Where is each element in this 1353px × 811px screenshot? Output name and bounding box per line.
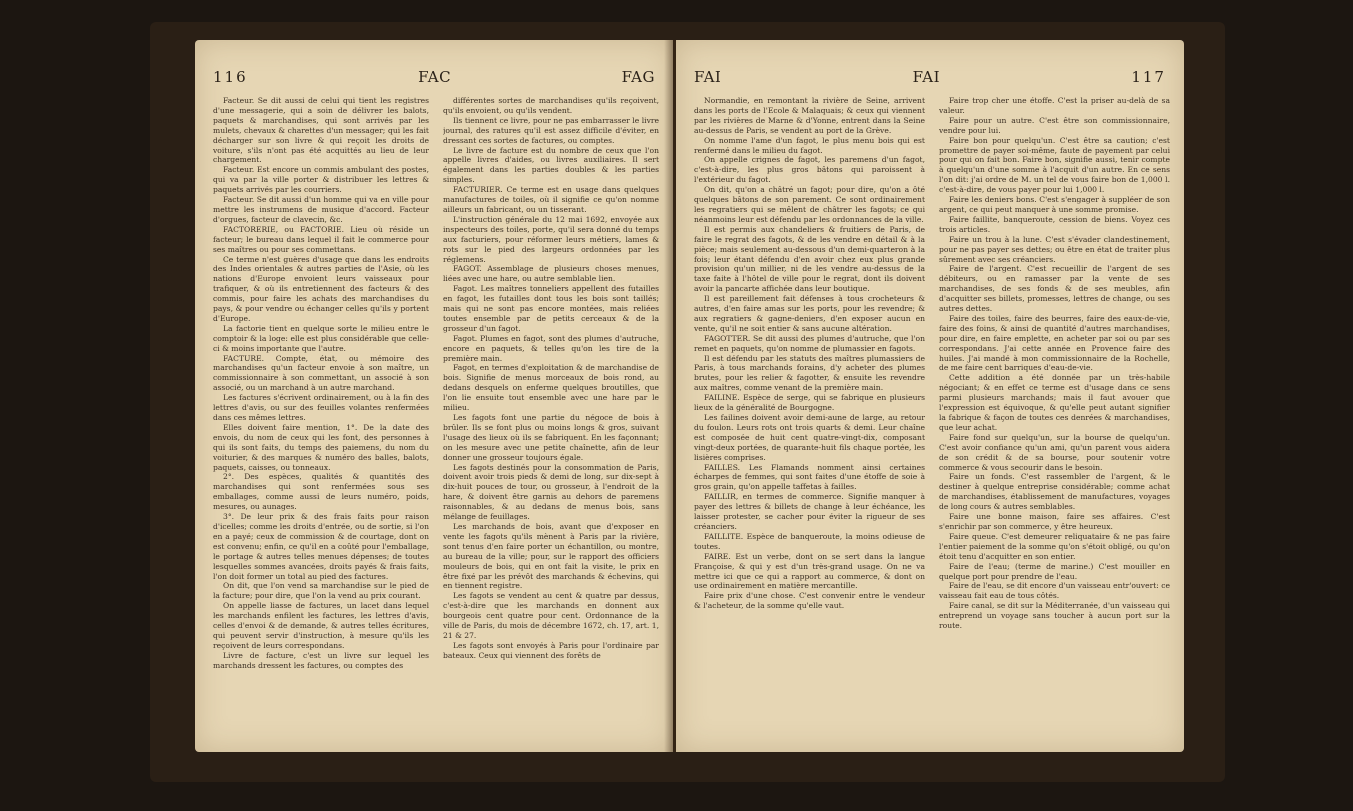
paragraph: Fagot. Les maîtres tonneliers appellent des futailles en fagot, les futailles dont tous les bois sont taillés; mais qui ne sont pas encore montées, mais reliées toutes ensemble par de petits cerceaux & de la grosseur d'un fagot. bbox=[443, 284, 659, 333]
paragraph: Il est pareillement fait défenses à tous crocheteurs & autres, d'en faire amas sur les ports, pour les revendre; & aux regratiers & gagne-deniers, d'en exposer aucun en vente, qu'il ne soit entier & sans aucune altération. bbox=[694, 294, 925, 333]
paragraph: On appelle crignes de fagot, les paremens d'un fagot, c'est-à-dire, les plus gros bâtons qui paroissent à l'extérieur du fagot. bbox=[694, 155, 925, 185]
paragraph: FACTURE. Compte, état, ou mémoire des marchandises qu'un facteur envoie à son maître, un commissionnaire à son commettant, un associé à son associé, ou un marchand à un autre marchand. bbox=[213, 353, 429, 393]
paragraph: FAILINE. Espèce de serge, qui se fabrique en plusieurs lieux de la généralité de Bourgogne. bbox=[694, 393, 925, 413]
right-column-2 bbox=[939, 96, 1170, 746]
paragraph: Les fagots sont envoyés à Paris pour l'ordinaire par bateaux. Ceux qui viennent des forêts de bbox=[443, 640, 659, 660]
paragraph: FACTORERIE, ou FACTORIE. Lieu où réside un facteur; le bureau dans lequel il fait le commerce pour ses maîtres ou pour ses commettans. bbox=[213, 224, 429, 254]
paragraph: Livre de facture, c'est un livre sur lequel les marchands dressent les factures, ou comptes des bbox=[213, 650, 429, 670]
paragraph: Normandie, en remontant la rivière de Seine, arrivent dans les ports de l'Ecole & Malaquais; & ceux qui viennent par les rivières de Marne & d'Yonne, entrent dans la Seine au-dessus de Paris, se vendent au port de la Grève. bbox=[694, 96, 925, 135]
paragraph: Fagot, en termes d'exploitation & de marchandise de bois. Signifie de menus morceaux de bois rond, au dedans desquels on enferme quelques broutilles, que l'on lie ensuite tout ensemble avec une hare par le milieu. bbox=[443, 363, 659, 413]
paragraph: Faire bon pour quelqu'un. C'est être sa caution; c'est promettre de payer soi-même, faute de payement par celui pour qui on fait bon. Faire bon, signifie aussi, tenir compte à quelqu'un d'une somme à l'acquit d'un autre. En ce sens l'on dit: j'ai ordre de M. un tel de vous faire bon de 1,000 l. c'est-à-dire, de vous payer pour lui 1,000 l. bbox=[939, 135, 1170, 195]
paragraph: Faire queue. C'est demeurer reliquataire & ne pas faire l'entier paiement de la somme qu'on s'étoit obligé, ou qu'on étoit tenu d'acquitter en son entier. bbox=[939, 531, 1170, 561]
paragraph: Fagot. Plumes en fagot, sont des plumes d'autruche, encore en paquets, & telles qu'on les tire de la première main. bbox=[443, 333, 659, 363]
left-columns bbox=[213, 96, 659, 746]
paragraph: Faire faillite, banqueroute, cession de biens. Voyez ces trois articles. bbox=[939, 214, 1170, 234]
paragraph: Faire prix d'une chose. C'est convenir entre le vendeur & l'acheteur, de la somme qu'elle vaut. bbox=[694, 591, 925, 611]
paragraph: Les fagots font une partie du négoce de bois à brûler. Ils se font plus ou moins longs & gros, suivant l'usage des lieux où ils se fabriquent. En les façonnant; on les mesure avec une petite chaînette, afin de leur donner une grosseur toujours égale. bbox=[443, 413, 659, 462]
paragraph: Facteur. Est encore un commis ambulant des postes, qui va par la ville porter & distribuer les lettres & paquets arrivés par les courriers. bbox=[213, 165, 429, 195]
right-heading-left: FAI bbox=[694, 68, 722, 86]
paragraph: Faire de l'eau; (terme de marine.) C'est mouiller en quelque port pour prendre de l'eau. bbox=[939, 561, 1170, 581]
right-heading-right: FAI bbox=[912, 68, 941, 86]
paragraph: Faire des toiles, faire des beurres, faire des eaux-de-vie, faire des foins, & ainsi de quantité d'autres marchandises, pour dire, en faire emplette, en acheter par soi ou par ses correspondans. J'ai cette année en Provence faire des huiles. J'ai mandé à mon commissionnaire de la Rochelle, de me faire cent barriques d'eau-de-vie. bbox=[939, 313, 1170, 373]
paragraph: Faire une bonne maison, faire ses affaires. C'est s'enrichir par son commerce, y être heureux. bbox=[939, 512, 1170, 531]
paragraph: Faire les deniers bons. C'est s'engager à suppléer de son argent, ce qui peut manquer à une somme promise. bbox=[939, 195, 1170, 214]
paragraph: La factorie tient en quelque sorte le milieu entre le comptoir & la loge: elle est plus considérable que celle-ci & moins importante que l'autre. bbox=[213, 323, 429, 353]
paragraph: L'instruction générale du 12 mai 1692, envoyée aux inspecteurs des toiles, porte, qu'il sera donné du temps aux facturiers, pour réformer leurs métiers, lames & rots sur le pied des largeurs ordonnées par les réglemens. bbox=[443, 214, 659, 264]
paragraph: Cette addition a été donnée par un très-habile négociant; & en effet ce terme est d'usage dans ce sens parmi plusieurs marchands; mais il faut avouer que l'expression est équivoque, & qu'elle peut autant signifier la fabrique & façon de toutes ces denrées & marchandises, que leur achat. bbox=[939, 373, 1170, 432]
paragraph: On dit, qu'on a châtré un fagot; pour dire, qu'on a ôté quelques bâtons de son parement. Ce sont ordinairement les regratiers qui se mêlent de châtrer les fagots; ce qui néanmoins leur est défendu par les ordonnances de la ville. bbox=[694, 185, 925, 224]
left-heading-right: FAG bbox=[621, 68, 655, 86]
right-column-1 bbox=[694, 96, 925, 746]
paragraph: Les marchands de bois, avant que d'exposer en vente les fagots qu'ils mènent à Paris par la rivière, sont tenus d'en faire porter un échantillon, ou montre, au bureau de la ville; pour, sur le rapport des officiers mouleurs de bois, qui en ont fait la visite, le prix en être fixé par les prévôt des marchands & échevins, qui en tiennent registre. bbox=[443, 521, 659, 591]
right-page-number: 117 bbox=[1131, 68, 1166, 86]
paragraph: FAILLITE. Espèce de banqueroute, la moins odieuse de toutes. bbox=[694, 531, 925, 551]
paragraph: Faire de l'argent. C'est recueillir de l'argent de ses débiteurs, ou en ramasser par la vente de ses marchandises, de ses fonds & de ses meubles, afin d'acquitter ses billets, promesses, lettres de change, ou ses autres dettes. bbox=[939, 264, 1170, 314]
paragraph: Faire de l'eau, se dit encore d'un vaisseau entr'ouvert: ce vaisseau fait eau de tous côtés. bbox=[939, 581, 1170, 601]
left-page-number: 116 bbox=[213, 68, 248, 86]
left-running-head bbox=[213, 68, 655, 86]
left-heading-left: FAC bbox=[418, 68, 452, 86]
paragraph: Ce terme n'est guères d'usage que dans les endroits des Indes orientales & autres parties de l'Asie, où les nations d'Europe envoient leurs vaisseaux pour trafiquer, & où ils entretiennent des facteurs & des commis, pour faire les achats des marchandises du pays, & pour vendre ou échanger celles qu'ils y portent d'Europe. bbox=[213, 254, 429, 323]
right-running-head bbox=[694, 68, 1166, 86]
left-page bbox=[195, 40, 673, 752]
paragraph: Elles doivent faire mention, 1°. De la date des envois, du nom de ceux qui les font, des personnes à qui ils sont faits, du temps des paiemens, du nom du voiturier, & des marques & numéro des balles, balots, paquets, caisses, ou tonneaux. bbox=[213, 422, 429, 472]
paragraph: Faire pour un autre. C'est être son commissionnaire, vendre pour lui. bbox=[939, 115, 1170, 135]
paragraph: 3°. De leur prix & des frais faits pour raison d'icelles; comme les droits d'entrée, ou de sortie, si l'on en a payé; ceux de commission & de courtage, dont on est convenu; enfin, ce qu'il en a coûté pour l'emballage, le portage & autres telles menues dépenses; de toutes lesquelles sommes avancées, droits payés & frais faits, l'on doit former un total au pied des factures. bbox=[213, 512, 429, 581]
left-column-2 bbox=[443, 96, 659, 746]
paragraph: Les fagots se vendent au cent & quatre par dessus, c'est-à-dire que les marchands en donnent aux bourgeois cent quatre pour cent. Ordonnance de la ville de Paris, du mois de décembre 1672, ch. 17, art. 1, 21 & 27. bbox=[443, 591, 659, 640]
paragraph: On nomme l'ame d'un fagot, le plus menu bois qui est renfermé dans le milieu du fagot. bbox=[694, 135, 925, 155]
paragraph: Faire fond sur quelqu'un, sur la bourse de quelqu'un. C'est avoir confiance qu'un ami, qu'un parent vous aidera de son crédit & de sa bourse, pour soutenir votre commerce & vous secourir dans le besoin. bbox=[939, 432, 1170, 472]
paragraph: FAIRE. Est un verbe, dont on se sert dans la langue Françoise, & qui y est d'un très-grand usage. On ne va mettre ici que ce qui a rapport au commerce, & dont on use ordinairement en matière mercantille. bbox=[694, 551, 925, 591]
paragraph: Faire trop cher une étoffe. C'est la priser au-delà de sa valeur. bbox=[939, 96, 1170, 115]
right-columns bbox=[694, 96, 1170, 746]
paragraph: On appelle liasse de factures, un lacet dans lequel les marchands enfilent les factures, les lettres d'avis, celles d'envoi & de demande, & autres telles écritures, qui peuvent servir d'instruction, à mesure qu'ils les reçoivent de leurs correspondans. bbox=[213, 601, 429, 650]
paragraph: Faire un trou à la lune. C'est s'évader clandestinement, pour ne pas payer ses dettes; ou être en état de traiter plus sûrement avec ses créanciers. bbox=[939, 234, 1170, 264]
paragraph: FAILLIR, en termes de commerce. Signifie manquer à payer des lettres & billets de change à leur échéance, les laisser protester, se cacher pour éviter la rigueur de ses créanciers. bbox=[694, 492, 925, 531]
paragraph: Il est défendu par les statuts des maîtres plumassiers de Paris, à tous marchands forains, d'y acheter des plumes brutes, pour les relier & fagotter, & ensuite les revendre aux maîtres, comme venant de la première main. bbox=[694, 353, 925, 393]
paragraph: Les factures s'écrivent ordinairement, ou à la fin des lettres d'avis, ou sur des feuilles volantes renfermées dans ces mêmes lettres. bbox=[213, 393, 429, 422]
left-column-1 bbox=[213, 96, 429, 746]
paragraph: Ils tiennent ce livre, pour ne pas embarrasser le livre journal, des ratures qu'il est assez difficile d'éviter, en dressant ces sortes de factures, ou comptes. bbox=[443, 115, 659, 145]
paragraph: On dit, que l'on vend sa marchandise sur le pied de la facture; pour dire, que l'on la vend au prix courant. bbox=[213, 581, 429, 601]
paragraph: FAGOTTER. Se dit aussi des plumes d'autruche, que l'on remet en paquets, qu'on nomme de plumassier en fagots. bbox=[694, 333, 925, 353]
paragraph: Les fagots destinés pour la consommation de Paris, doivent avoir trois pieds & demi de long, sur dix-sept à dix-huit pouces de tour, ou grosseur, à l'endroit de la hare, & doivent être garnis au dehors de paremens raisonnables, & au dedans de menus bois, sans mélange de feuillages. bbox=[443, 462, 659, 522]
paragraph: 2°. Des espèces, qualités & quantités des marchandises qui sont renfermées sous ses emballages, comme aussi de leurs numéro, poids, mesures, ou aunages. bbox=[213, 472, 429, 512]
paragraph: Faire un fonds. C'est rassembler de l'argent, & le destiner à quelque entreprise considérable; comme achat de marchandises, établissement de manufactures, voyages de long cours & autres semblables. bbox=[939, 472, 1170, 512]
paragraph: Faire canal, se dit sur la Méditerranée, d'un vaisseau qui entreprend un voyage sans toucher à aucun port sur la route. bbox=[939, 601, 1170, 631]
paragraph: FAGOT. Assemblage de plusieurs choses menues, liées avec une hare, ou autre semblable lien. bbox=[443, 264, 659, 284]
paragraph: Le livre de facture est du nombre de ceux que l'on appelle livres d'aides, ou livres auxiliaires. Il sert également dans les parties doubles & les parties simples. bbox=[443, 145, 659, 185]
paragraph: FACTURIER. Ce terme est en usage dans quelques manufactures de toiles, où il signifie ce qu'on nomme ailleurs un fabricant, ou un tisserant. bbox=[443, 185, 659, 214]
paragraph: Facteur. Se dit aussi de celui qui tient les registres d'une messagerie, qui a soin de délivrer les balots, paquets & marchandises, qui sont arrivés par les mulets, chevaux & charettes d'un messager; qui les fait décharger sur son livre & qui reçoit les droits de voiture, s'ils n'ont pas été acquittés au lieu de leur chargement. bbox=[213, 96, 429, 165]
paragraph: Les failines doivent avoir demi-aune de large, au retour du foulon. Leurs rots ont trois quarts & demi. Leur chaîne est composée de huit cent quatre-vingt-dix, composant vingt-deux portées, de quarante-huit fils chaque portée, les lisières comprises. bbox=[694, 413, 925, 462]
paragraph: Facteur. Se dit aussi d'un homme qui va en ville pour mettre les instrumens de musique d'accord. Facteur d'orgues, facteur de clavecin, &c. bbox=[213, 195, 429, 224]
paragraph: Il est permis aux chandeliers & fruitiers de Paris, de faire le regrat des fagots, & de les vendre en détail & à la pièce; mais seulement au-dessous d'un demi-quarteron à la fois; leur étant défendu d'en avoir chez eux plus grande provision qu'un millier, ni de les vendre au-dessus de la taxe faite à l'hôtel de ville pour le regrat, dont ils doivent avoir la pancarte affichée dans leur boutique. bbox=[694, 224, 925, 294]
right-page bbox=[676, 40, 1184, 752]
paragraph: FAILLES. Les Flamands nomment ainsi certaines écharpes de femmes, qui sont faites d'une étoffe de soie à gros grain, qu'on appelle taffetas à failles. bbox=[694, 462, 925, 492]
paragraph: différentes sortes de marchandises qu'ils reçoivent, qu'ils envoient, ou qu'ils vendent. bbox=[443, 96, 659, 115]
